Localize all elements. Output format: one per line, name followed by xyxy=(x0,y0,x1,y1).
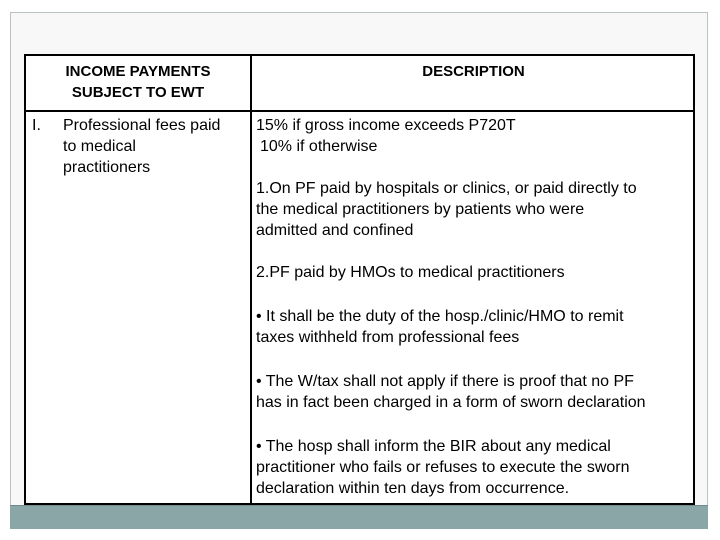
note-line: practitioner who fails or refuses to execute the sworn xyxy=(256,459,630,476)
note-line: admitted and confined xyxy=(256,222,414,239)
row-number: I. xyxy=(32,117,41,134)
income-payment-line: Professional fees paid xyxy=(63,117,221,134)
header-divider xyxy=(26,110,693,112)
note-line: declaration within ten days from occurrence. xyxy=(256,480,570,497)
note-line: • The W/tax shall not apply if there is proof that no PF xyxy=(256,373,634,390)
note-line: has in fact been charged in a form of sworn declaration xyxy=(256,394,646,411)
header-income-payments xyxy=(26,61,250,103)
note-hospital-pf xyxy=(256,178,694,241)
income-payment-line: to medical xyxy=(63,138,136,155)
note-line: • It shall be the duty of the hosp./clinic/HMO to remit xyxy=(256,308,624,325)
note-duty-remit xyxy=(256,306,694,348)
income-payment-cell xyxy=(63,115,249,178)
column-divider xyxy=(250,56,252,503)
rate-line: 15% if gross income exceeds P720T xyxy=(256,117,516,134)
rate-line: 10% if otherwise xyxy=(260,138,378,155)
note-line: 2.PF paid by HMOs to medical practitioners xyxy=(256,264,565,281)
ewt-table xyxy=(24,54,695,505)
note-hmo-pf xyxy=(256,262,694,283)
income-payment-line: practitioners xyxy=(63,159,151,176)
note-wtax-exemption xyxy=(256,371,694,413)
header-income-payments-line2: SUBJECT TO EWT xyxy=(71,84,205,101)
note-line: 1.On PF paid by hospitals or clinics, or paid directly to xyxy=(256,180,637,197)
note-line: taxes withheld from professional fees xyxy=(256,329,520,346)
note-line: • The hosp shall inform the BIR about any medical xyxy=(256,438,611,455)
description-cell xyxy=(256,115,694,499)
slide-footer-bar xyxy=(10,505,708,529)
header-income-payments-line1: INCOME PAYMENTS xyxy=(65,63,211,80)
note-inform-bir xyxy=(256,436,694,499)
header-description: DESCRIPTION xyxy=(422,63,525,80)
note-line: the medical practitioners by patients who were xyxy=(256,201,585,218)
